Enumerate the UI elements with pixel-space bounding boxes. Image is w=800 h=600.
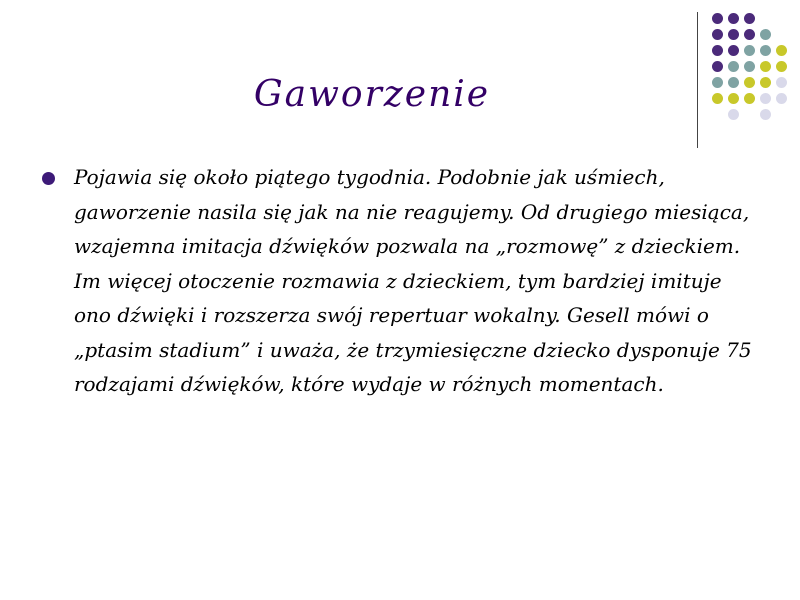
- decorative-dot-teal: [744, 61, 755, 72]
- decorative-dot-teal: [760, 29, 771, 40]
- bullet-text: Pojawia się około piątego tygodnia. Podobnie jak uśmiech, gaworzenie nasila się jak na nie reagujemy. Od drugiego miesiąca, wzajemna imitacja dźwięków pozwala na „rozmowę” z dzieckiem. Im więcej otoczenie rozmawia z dzieckiem, tym bardziej imituje ono dźwięki i rozszerza swój repertuar wokalny. Gesell mówi o „ptasim stadium” i uważa, że trzymiesięczne dziecko dysponuje 75 rodzajami dźwięków, które wydaje w różnych momentach.: [74, 165, 752, 396]
- decorative-dot-teal: [744, 45, 755, 56]
- decorative-dot-grid: [0, 0, 800, 140]
- decorative-dot-teal: [760, 45, 771, 56]
- decorative-dot-yellow: [760, 61, 771, 72]
- decorative-dot-purple: [728, 45, 739, 56]
- decorative-dot-yellow: [744, 77, 755, 88]
- decorative-dot-purple: [728, 13, 739, 24]
- decorative-dot-yellow: [744, 93, 755, 104]
- decorative-dot-lavender: [760, 93, 771, 104]
- bullet-item: [42, 160, 762, 402]
- decorative-dot-purple: [744, 13, 755, 24]
- decorative-dot-lavender: [776, 77, 787, 88]
- decorative-dot-purple: [728, 29, 739, 40]
- decorative-dot-purple: [712, 61, 723, 72]
- slide-body: [42, 160, 762, 402]
- decorative-dot-yellow: [776, 61, 787, 72]
- decorative-dot-yellow: [776, 45, 787, 56]
- decorative-dot-purple: [712, 45, 723, 56]
- decorative-dot-lavender: [760, 109, 771, 120]
- decorative-dot-yellow: [760, 77, 771, 88]
- decorative-dot-purple: [712, 29, 723, 40]
- decorative-dot-purple: [744, 29, 755, 40]
- slide-title: Gaworzenie: [253, 74, 491, 115]
- bullet-dot-icon: [42, 172, 55, 185]
- decorative-dot-teal: [728, 61, 739, 72]
- decorative-dot-purple: [712, 13, 723, 24]
- decorative-dot-lavender: [776, 93, 787, 104]
